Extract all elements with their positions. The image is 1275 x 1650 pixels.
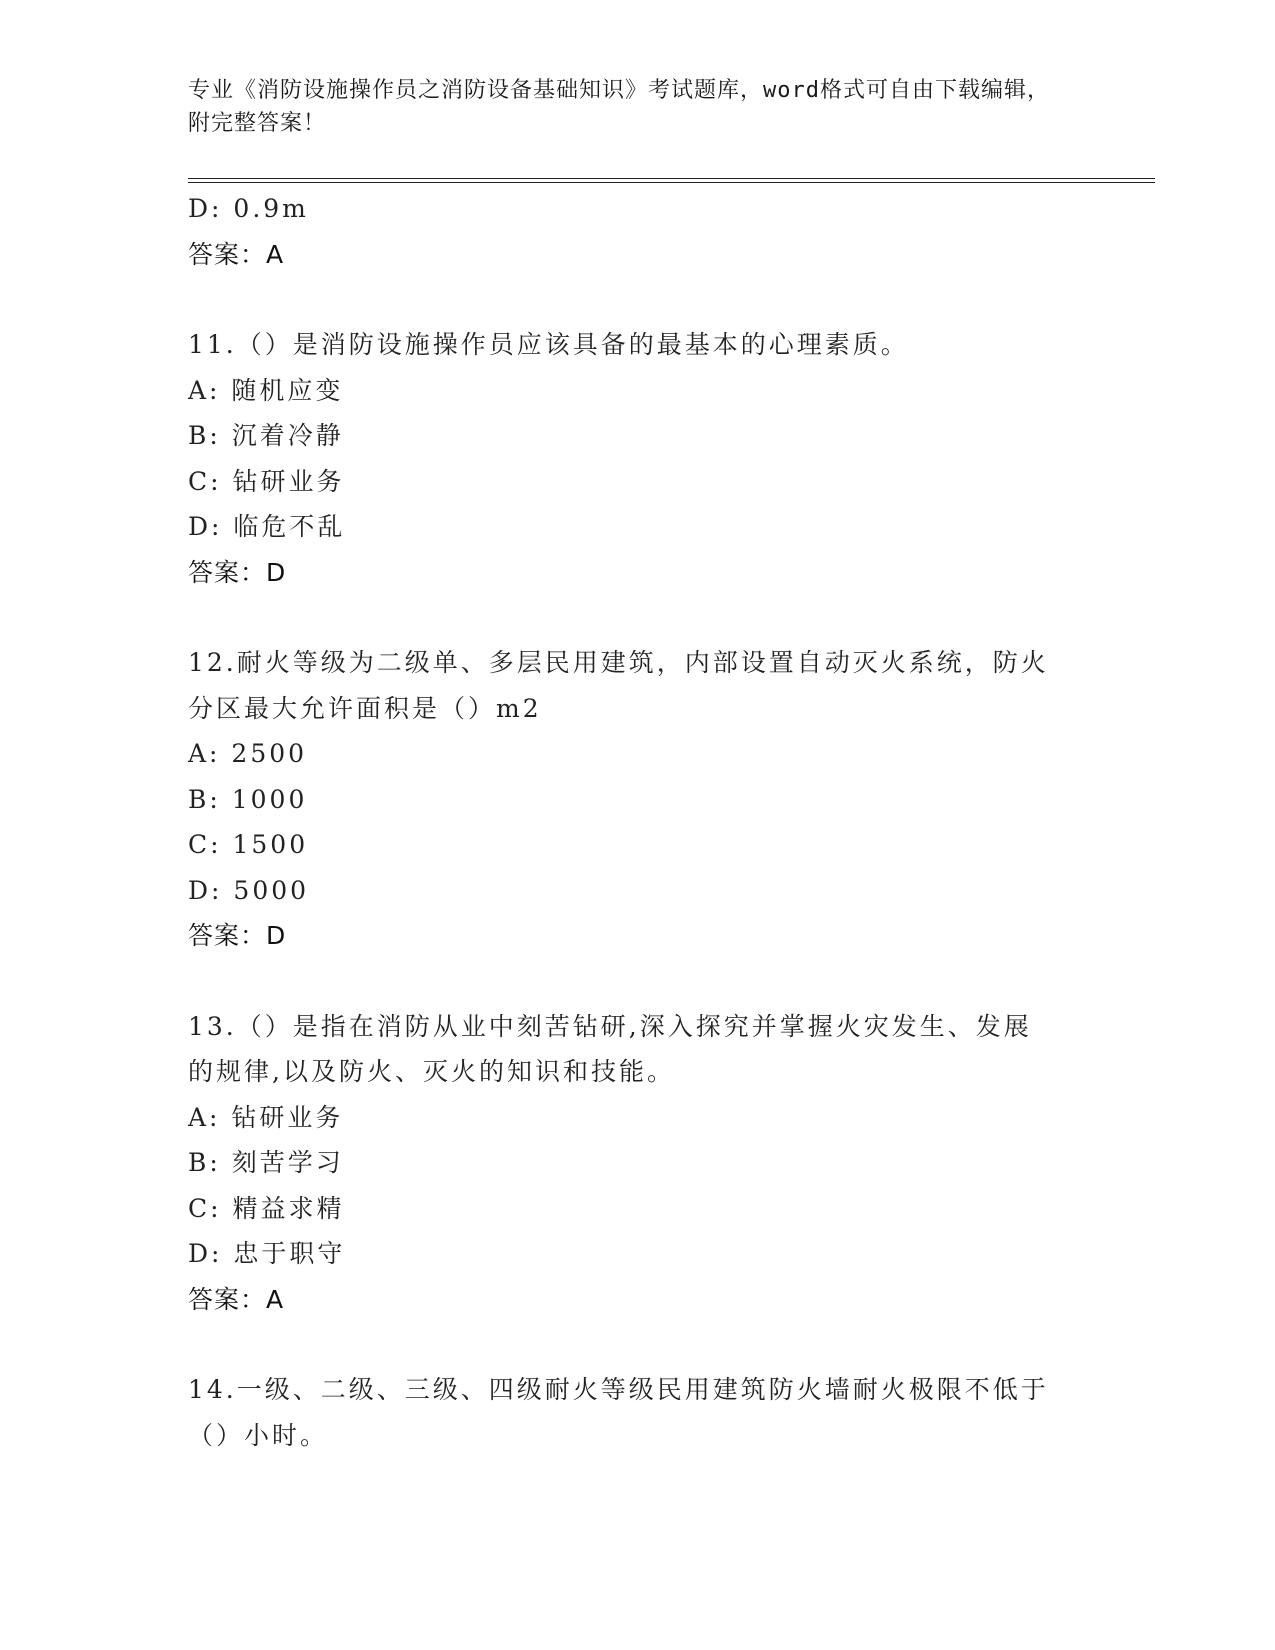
answer: 答案：D: [188, 557, 287, 587]
document-body: [188, 194, 1088, 1466]
prev-option-d: D: 0.9m: [188, 194, 309, 223]
question-stem-cont: 分区最大允许面积是（）m2: [188, 693, 542, 723]
question-13: [188, 1012, 1088, 1315]
option-b: B: 沉着冷静: [188, 421, 344, 450]
option-a: A: 钻研业务: [188, 1102, 344, 1132]
option-d: D: 5000: [188, 875, 310, 905]
option-b: B: 1000: [188, 784, 308, 814]
spacer: [188, 603, 1088, 648]
option-a: A: 随机应变: [188, 375, 344, 405]
question-stem: 14.一级、二级、三级、四级耐火等级民用建筑防火墙耐火极限不低于: [188, 1375, 1049, 1404]
spacer: [188, 1330, 1088, 1375]
question-stem-cont: （）小时。: [188, 1420, 329, 1450]
option-c: C: 精益求精: [188, 1193, 345, 1223]
option-c: C: 钻研业务: [188, 466, 345, 496]
question-11: [188, 330, 1088, 588]
spacer: [188, 285, 1088, 330]
question-12: [188, 648, 1088, 951]
question-stem: 11.（）是消防设施操作员应该具备的最基本的心理素质。: [188, 330, 909, 359]
question-stem: 13.（）是指在消防从业中刻苦钻研,深入探究并掌握火灾发生、发展: [188, 1011, 1032, 1041]
option-b: B: 刻苦学习: [188, 1148, 344, 1177]
question-stem: 12.耐火等级为二级单、多层民用建筑，内部设置自动灭火系统，防火: [188, 648, 1049, 677]
header-divider: [188, 178, 1155, 183]
question-stem-cont: 的规律,以及防火、灭火的知识和技能。: [188, 1057, 675, 1086]
option-d: D: 忠于职守: [188, 1239, 346, 1268]
option-c: C: 1500: [188, 830, 309, 859]
spacer: [188, 967, 1088, 1012]
prev-answer: 答案：A: [188, 239, 285, 269]
document-header: 专业《消防设施操作员之消防设备基础知识》考试题库，word格式可自由下载编辑，附完整答案！: [188, 78, 1050, 136]
option-d: D: 临危不乱: [188, 512, 346, 541]
answer: 答案：D: [188, 921, 287, 950]
question-14: [188, 1375, 1088, 1451]
option-a: A: 2500: [188, 739, 308, 768]
answer: 答案：A: [188, 1284, 285, 1314]
